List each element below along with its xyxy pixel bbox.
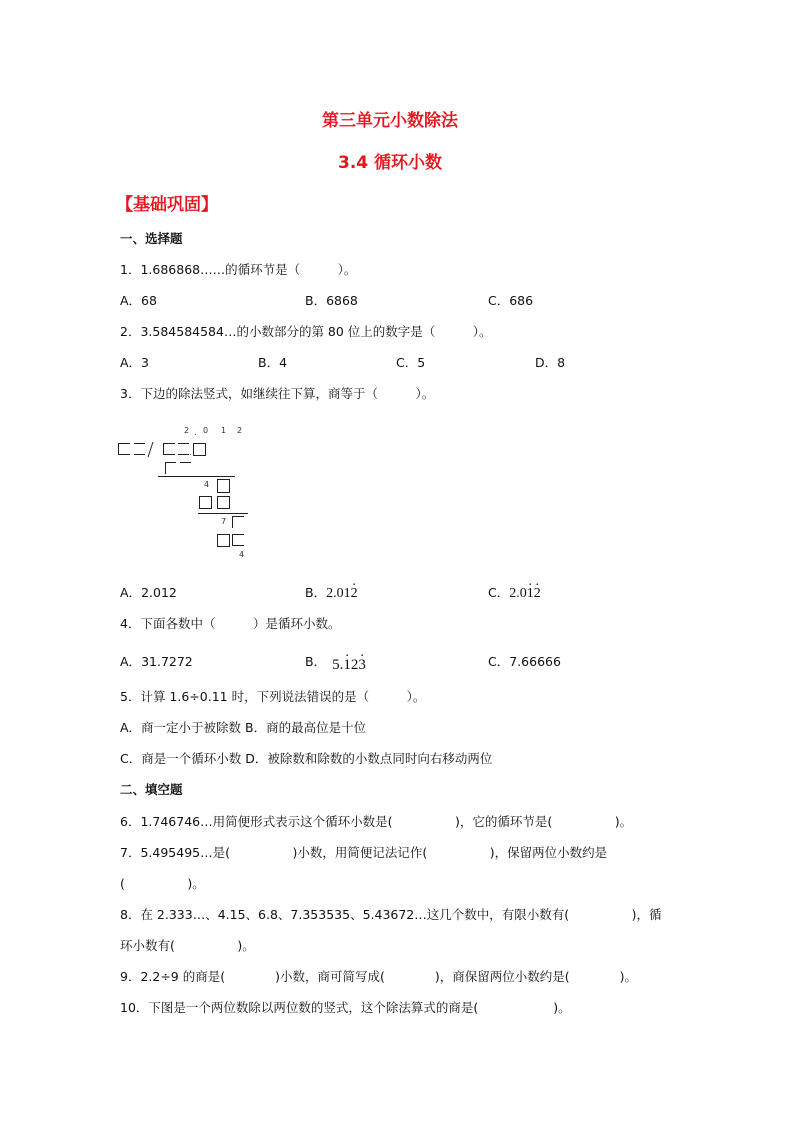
question-2-stem: 2．3.584584584…的小数部分的第 80 位上的数字是（ ）。 (120, 324, 492, 339)
question-5-stem: 5．计算 1.6÷0.11 时，下列说法错误的是（ ）。 (120, 689, 426, 704)
repeating-dot-digit: . 1 (343, 657, 351, 674)
question-1-stem: 1．1.686868……的循环节是（ ）。 (120, 262, 357, 277)
question-5-options-cd: C．商是一个循环小数 D．被除数和除数的小数点同时向右移动两位 (120, 751, 493, 766)
question-4-option-c (488, 652, 561, 670)
step2-box-2 (199, 496, 212, 509)
step3-box-3 (232, 534, 244, 535)
step3-box-2 (217, 534, 230, 547)
option-value: 2.01. 2 (326, 586, 358, 601)
product-box-2 (180, 462, 191, 463)
divisor-box-2 (134, 443, 145, 444)
quotient-digit: 2 (237, 426, 243, 435)
option-value: 5.. 12. 3 (332, 657, 366, 673)
question-2-option-a: A．3 (120, 355, 150, 370)
division-bracket (148, 442, 154, 457)
question-3-stem: 3．下边的除法竖式，如继续往下算，商等于（ ）。 (120, 386, 435, 401)
part1-heading: 一、选择题 (120, 231, 183, 246)
question-7-line1: 7．5.495495…是( )小数，用简便记法记作( )，保留两位小数约是 (120, 845, 608, 860)
option-value: 31.7272 (141, 654, 193, 669)
repeating-dot-digit: . 1 (527, 586, 534, 602)
step2-box-1 (217, 479, 230, 493)
question-2-option-b: B．4 (258, 355, 288, 370)
long-division-figure: 2 . 0 1 2 . 4 7 4 (118, 422, 258, 562)
option-label: B． (305, 654, 327, 669)
question-3-option-c (488, 583, 541, 602)
product-box-1 (165, 462, 176, 463)
lesson-subtitle: 3.4 循环小数 (338, 153, 443, 173)
question-5-options-ab: A．商一定小于被除数 B．商的最高位是十位 (120, 720, 367, 735)
question-4-option-b (305, 652, 366, 671)
question-1-option-a: A．68 (120, 293, 157, 308)
section-tag: 【基础巩固】 (116, 195, 218, 215)
question-4-option-a (120, 652, 193, 670)
option-label: B． (305, 585, 327, 600)
option-label: C． (488, 654, 510, 669)
quotient-digit: 0 (203, 426, 209, 435)
question-3-option-b (305, 583, 358, 602)
question-8-line1: 8．在 2.333…、4.15、6.8、7.353535、5.43672…这几个数中，有限小数有( )，循 (120, 907, 662, 922)
question-2-option-d: D．8 (535, 355, 566, 370)
remainder-digit: 7 (221, 517, 227, 526)
option-value: 2.0. 1. 2 (509, 586, 541, 601)
option-label: C． (488, 585, 510, 600)
document-title: 第三单元小数除法 (322, 111, 458, 131)
question-6: 6．1.746746…用简便形式表示这个循环小数是( )，它的循环节是( )。 (120, 814, 633, 829)
step2-box-3 (217, 496, 230, 509)
question-1-option-c: C．686 (488, 293, 534, 308)
dividend-box-1 (163, 443, 175, 444)
remainder-digit: 4 (204, 480, 210, 489)
quotient-digit: 2 (184, 426, 190, 435)
option-label: A． (120, 654, 142, 669)
dividend-box-2 (178, 443, 189, 444)
question-1-option-b: B．6868 (305, 293, 358, 308)
question-3-option-a (120, 583, 177, 601)
dividend-box-3 (193, 443, 206, 456)
question-10: 10．下图是一个两位数除以两位数的竖式，这个除法算式的商是( )。 (120, 1000, 571, 1015)
question-9: 9．2.2÷9 的商是( )小数，商可简写成( )，商保留两位小数约是( )。 (120, 969, 637, 984)
option-label: A． (120, 585, 142, 600)
part2-heading: 二、填空题 (120, 782, 183, 797)
question-4-stem: 4．下面各数中（ ）是循环小数。 (120, 616, 341, 631)
divisor-box-1 (118, 443, 130, 444)
option-value: 2.012 (141, 585, 177, 600)
repeating-dot-digit: . 2 (351, 586, 358, 602)
final-remainder: 4 (239, 550, 245, 559)
quotient-digit: 1 (221, 426, 227, 435)
step3-box-1 (232, 516, 244, 517)
option-value: 7.66666 (509, 654, 561, 669)
repeating-dot-digit: . 3 (358, 657, 366, 674)
question-8-line2: 环小数有( )。 (120, 938, 255, 953)
repeating-dot-digit: . 2 (534, 586, 541, 602)
quotient-point: . (194, 428, 197, 437)
question-7-line2: ( )。 (120, 876, 205, 891)
question-2-option-c: C．5 (396, 355, 426, 370)
